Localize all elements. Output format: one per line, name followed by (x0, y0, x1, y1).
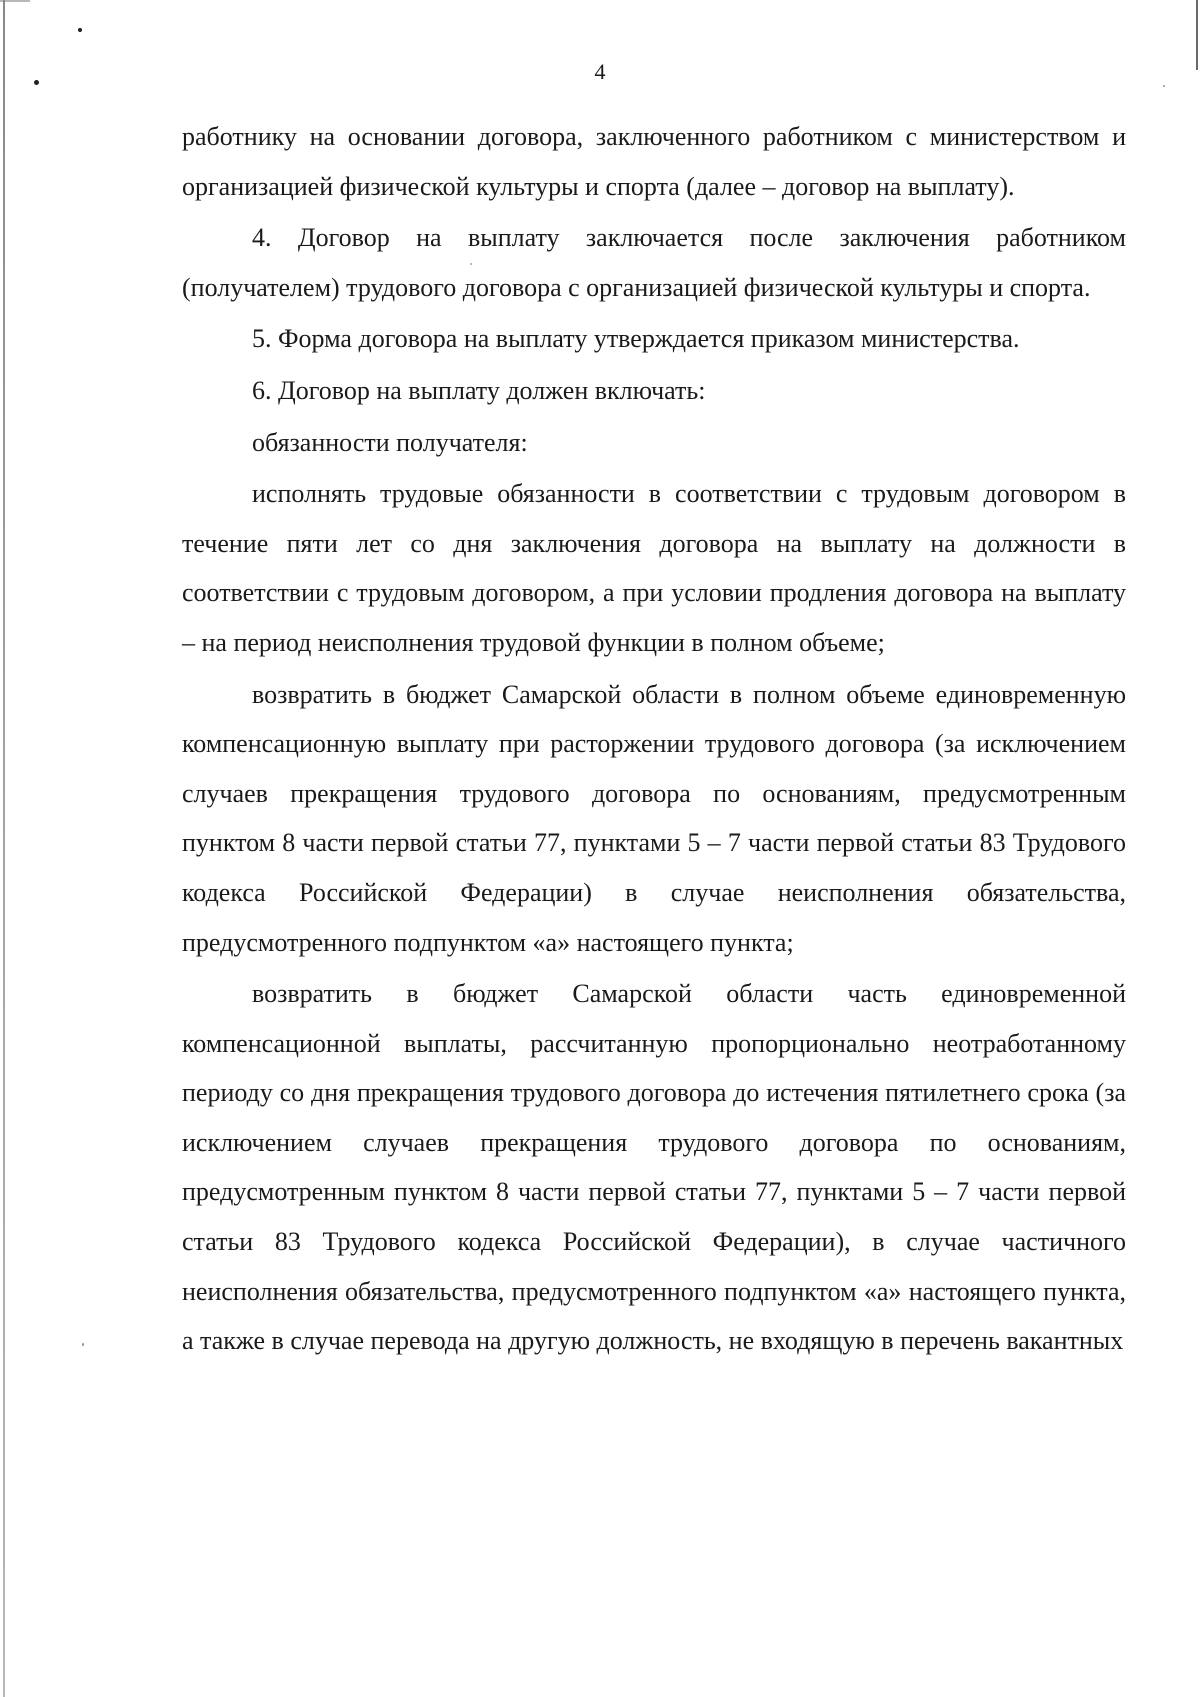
paragraph-continuation: работнику на основании договора, заключенного работником с министерством и организацией физической культуры и спорта (далее – договор на выплату). (182, 122, 1126, 201)
document-body (182, 112, 1126, 1368)
paragraph-item-4: 4. Договор на выплату заключается после заключения работником (получателем) трудового договора с организацией физической культуры и спорта. (182, 223, 1126, 302)
scan-speck (82, 1343, 84, 1346)
paragraph-obligation-b: возвратить в бюджет Самарской области в полном объеме единовременную компенсационную выплату при расторжении трудового договора (за исключением случаев прекращения трудового договора по основаниям, предусмотренным пунктом 8 части первой статьи 77, пунктами 5 – 7 части первой статьи 83 Трудового кодекса Российской Федерации) в случае неисполнения обязательства, предусмотренного подпунктом «а» настоящего пункта; (182, 679, 1126, 957)
paragraph-obligations-heading: обязанности получателя: (252, 427, 528, 457)
scan-edge-top (0, 0, 30, 2)
paragraph-obligation-c: возвратить в бюджет Самарской области часть единовременной компенсационной выплаты, рассчитанную пропорционально неотработанному периоду со дня прекращения трудового договора до истечения пятилетнего срока (за исключением случаев прекращения трудового договора по основаниям, предусмотренным пунктом 8 части первой статьи 77, пунктами 5 – 7 части первой статьи 83 Трудового кодекса Российской Федерации), в случае частичного неисполнения обязательства, предусмотренного подпунктом «а» настоящего пункта, а также в случае перевода на другую должность, не входящую в перечень вакантных (182, 979, 1126, 1356)
paragraph-item-5: 5. Форма договора на выплату утверждается приказом министерства. (252, 324, 1020, 354)
page-number: 4 (594, 59, 606, 84)
scan-speck (78, 28, 82, 32)
paragraph-item-6: 6. Договор на выплату должен включать: (252, 375, 706, 405)
scan-edge-left (3, 0, 5, 1697)
paragraph-obligation-a: исполнять трудовые обязанности в соответствии с трудовым договором в течение пяти лет со дня заключения договора на выплату на должности в соответствии с трудовым договором, а при условии продления договора на выплату – на период неисполнения трудовой функции в полном объеме; (182, 479, 1126, 657)
